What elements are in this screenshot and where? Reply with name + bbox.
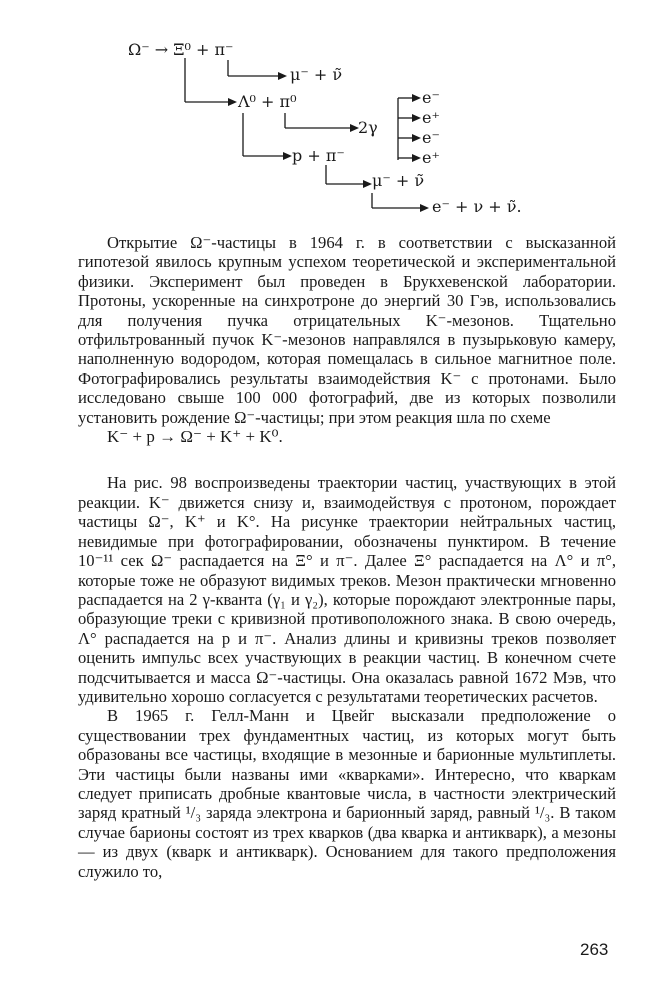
page-number: 263 (580, 940, 609, 959)
two-gamma-label: 2γ (358, 118, 378, 137)
decay-scheme-lines (0, 0, 666, 225)
paragraph-omega-discovery: Открытие Ω⁻-частицы в 1964 г. в соответствии с высказанной гипотезой явилось крупным успехом теоретической и экспериментальной физики. Эксперимент был проведен в Брукхевенской лаборатории. Протоны, ускоренные на синхротроне до энергий 30 Гэв, использовались для получения пучка отрицательных K⁻-мезонов. Тщательно отфильтрованный пучок K⁻-мезонов направлялся в пузырьковую камеру, наполненную водородом, которая помещалась в сильное магнитное поле. Фотографировались результаты взаимодействия K⁻ с протонами. Было исследовано свыше 100 000 фотографий, две из которых позволили установить рождение Ω⁻-частицы; при этом реакция шла по схеме (78, 233, 616, 427)
arrowhead (363, 180, 372, 188)
reaction-equation: K⁻ + p → Ω⁻ + K⁺ + K⁰. (107, 427, 283, 447)
arrowhead (283, 152, 292, 160)
omega-decay-label: Ω⁻ → Ξ⁰ + π⁻ (128, 40, 234, 59)
positron-label: e⁺ (422, 108, 440, 127)
arrowhead (412, 154, 421, 162)
arrowhead (228, 98, 237, 106)
paragraph-quarks: В 1965 г. Гелл-Манн и Цвейг высказали предположение о существовании трех фундаментных частиц, из которых могут быть образованы все частицы, входящие в мезонные и барионные мультиплеты. Эти частицы были названы ими «кварками». Интересно, что кваркам следует приписать дробные квантовые числа, в частности электрический заряд кратный ¹/₃ заряда электрона и барионный заряд, равный ¹/₃. В таком случае барионы состоят из трех кварков (два кварка и антикварк), а мезоны — из двух (кварк и антикварк). Основанием для такого предположения служило то, (78, 706, 616, 881)
lambda-pion-label: Λ⁰ + π⁰ (238, 92, 297, 111)
arrowhead (420, 204, 429, 212)
muon-neutrino-label-2: μ⁻ + ν̃ (372, 171, 425, 190)
paragraph-trajectories: На рис. 98 воспроизведены траектории частиц, участвующих в этой реакции. K⁻ движется снизу и, взаимодействуя с протоном, порождает частицы Ω⁻, K⁺ и K°. На рисунке траектории нейтральных частиц, невидимые при фотографировании, обозначены пунктиром. В течение 10⁻¹¹ сек Ω⁻ распадается на Ξ° и π⁻. Далее Ξ° распадается на Λ° и π°, которые тоже не образуют видимых треков. Мезон практически мгновенно распадается на 2 γ-кванта (γ₁ и γ₂), которые порождают электронные пары, образующие треки с кривизной противоположного знака. В свою очередь, Λ° распадается на p и π⁻. Анализ длины и кривизны треков позволяет оценить импульс всех участвующих в реакции частиц. В конечном счете подсчитывается и масса Ω⁻-частицы. Она оказалась равной 1672 Мэв, что удивительно хорошо согласуется с результатами теоретических расчетов. (78, 473, 616, 706)
electron-label: e⁻ (422, 88, 440, 107)
decay-scheme-diagram (0, 0, 666, 225)
proton-pion-label: p + π⁻ (292, 146, 345, 165)
arrowhead (412, 94, 421, 102)
body-text (78, 233, 616, 881)
arrowhead (412, 134, 421, 142)
electron-label-2: e⁻ (422, 128, 440, 147)
positron-label-2: e⁺ (422, 148, 440, 167)
arrowhead (412, 114, 421, 122)
arrowhead (278, 72, 287, 80)
muon-neutrino-label: μ⁻ + ν̃ (290, 65, 343, 84)
electron-neutrinos-label: e⁻ + ν + ν̃. (432, 197, 522, 216)
